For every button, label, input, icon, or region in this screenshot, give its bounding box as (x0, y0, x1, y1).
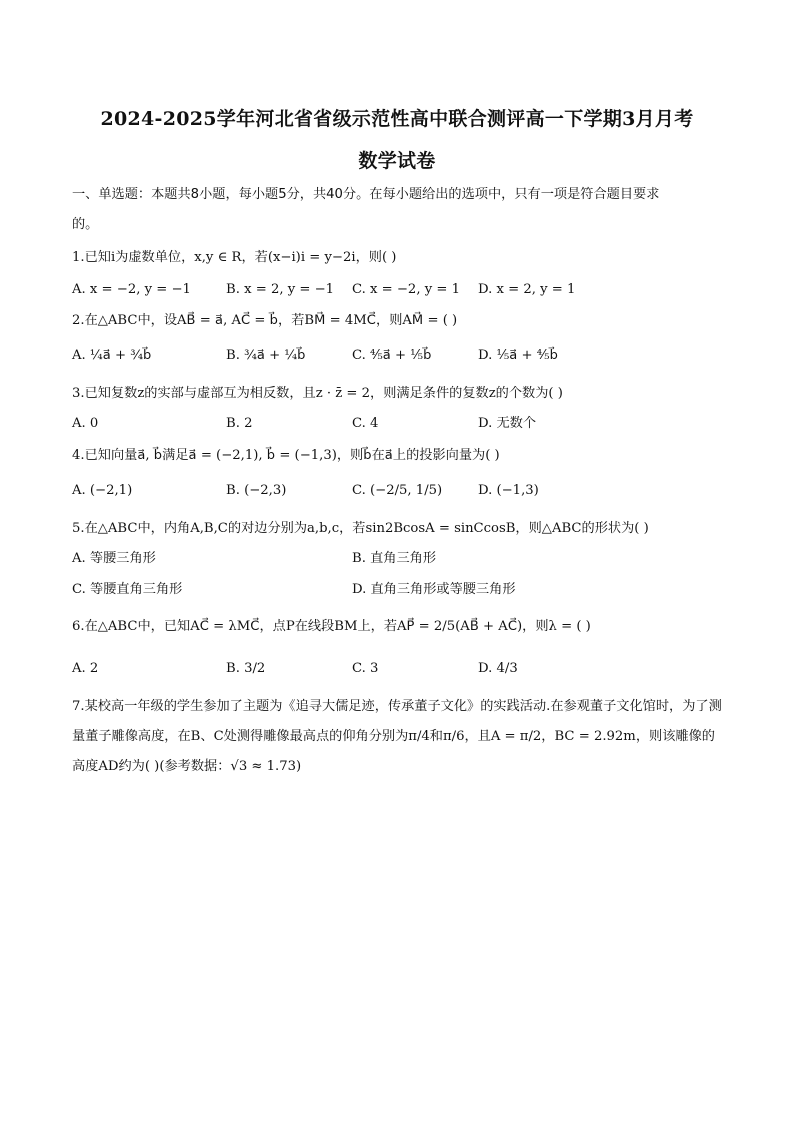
question-2-option-d: D. ⅕a⃗ + ⅘b⃗ (478, 348, 558, 363)
question-2-option-c: C. ⅘a⃗ + ⅕b⃗ (352, 348, 432, 363)
question-2-option-a: A. ¼a⃗ + ¾b⃗ (72, 348, 152, 363)
question-4-option-b: B. (−2,3) (226, 483, 287, 498)
question-2-option-b: B. ¾a⃗ + ¼b⃗ (226, 348, 306, 363)
question-3-stem: 3.已知复数z的实部与虚部互为相反数，且z · z̄ = 2，则满足条件的复数z的个数为( ) (72, 386, 563, 401)
section-instructions-line2: 的。 (72, 217, 99, 232)
question-3-option-b: B. 2 (226, 416, 253, 431)
question-6-option-d: D. 4/3 (478, 661, 518, 676)
question-5-option-c: C. 等腰直角三角形 (72, 582, 183, 597)
exam-title-line2: 数学试卷 (358, 150, 436, 172)
section-instructions-line1: 一、单选题：本题共8小题，每小题5分，共40分。在每小题给出的选项中，只有一项是符合题目要求 (72, 187, 660, 202)
question-6-option-a: A. 2 (72, 661, 99, 676)
question-4-option-a: A. (−2,1) (72, 483, 133, 498)
question-5-stem: 5.在△ABC中，内角A,B,C的对边分别为a,b,c，若sin2BcosA = sinCcosB，则△ABC的形状为( ) (72, 521, 649, 536)
exam-title-line1: 2024-2025学年河北省省级示范性高中联合测评高一下学期3月月考 (100, 108, 694, 130)
question-4-option-c: C. (−2/5, 1/5) (352, 483, 443, 498)
question-5-option-d: D. 直角三角形或等腰三角形 (352, 582, 516, 597)
question-5-option-a: A. 等腰三角形 (72, 551, 156, 566)
question-3-option-a: A. 0 (72, 416, 99, 431)
question-1-option-a: A. x = −2, y = −1 (72, 282, 191, 297)
question-2-stem: 2.在△ABC中，设AB⃗ = a⃗, AC⃗ = b⃗，若BM⃗ = 4MC⃗，则AM⃗ = ( ) (72, 313, 458, 328)
question-4-option-d: D. (−1,3) (478, 483, 539, 498)
question-1-option-b: B. x = 2, y = −1 (226, 282, 335, 297)
question-1-option-c: C. x = −2, y = 1 (352, 282, 460, 297)
question-5-option-b: B. 直角三角形 (352, 551, 437, 566)
question-4-stem: 4.已知向量a⃗, b⃗满足a⃗ = (−2,1), b⃗ = (−1,3)，则b⃗在a⃗上的投影向量为( ) (72, 448, 500, 463)
question-1-stem: 1.已知i为虚数单位，x,y ∈ R，若(x−i)i = y−2i，则( ) (72, 250, 397, 265)
question-1-option-d: D. x = 2, y = 1 (478, 282, 576, 297)
question-6-option-c: C. 3 (352, 661, 379, 676)
question-6-stem: 6.在△ABC中，已知AC⃗ = λMC⃗，点P在线段BM上，若AP⃗ = 2/5(AB⃗ + AC⃗)，则λ = ( ) (72, 619, 591, 634)
question-3-option-c: C. 4 (352, 416, 379, 431)
question-3-option-d: D. 无数个 (478, 416, 537, 431)
question-6-option-b: B. 3/2 (226, 661, 266, 676)
question-7-stem: 7.某校高一年级的学生参加了主题为《追寻大儒足迹，传承董子文化》的实践活动.在参观董子文化馆时，为了测量董子雕像高度，在B、C处测得雕像最高点的仰角分别为π/4和π/6，且A = π/2，BC = 2.92m，则该雕像的高度AD约为( )(参考数据：√3 ≈ 1.73) (72, 699, 722, 774)
